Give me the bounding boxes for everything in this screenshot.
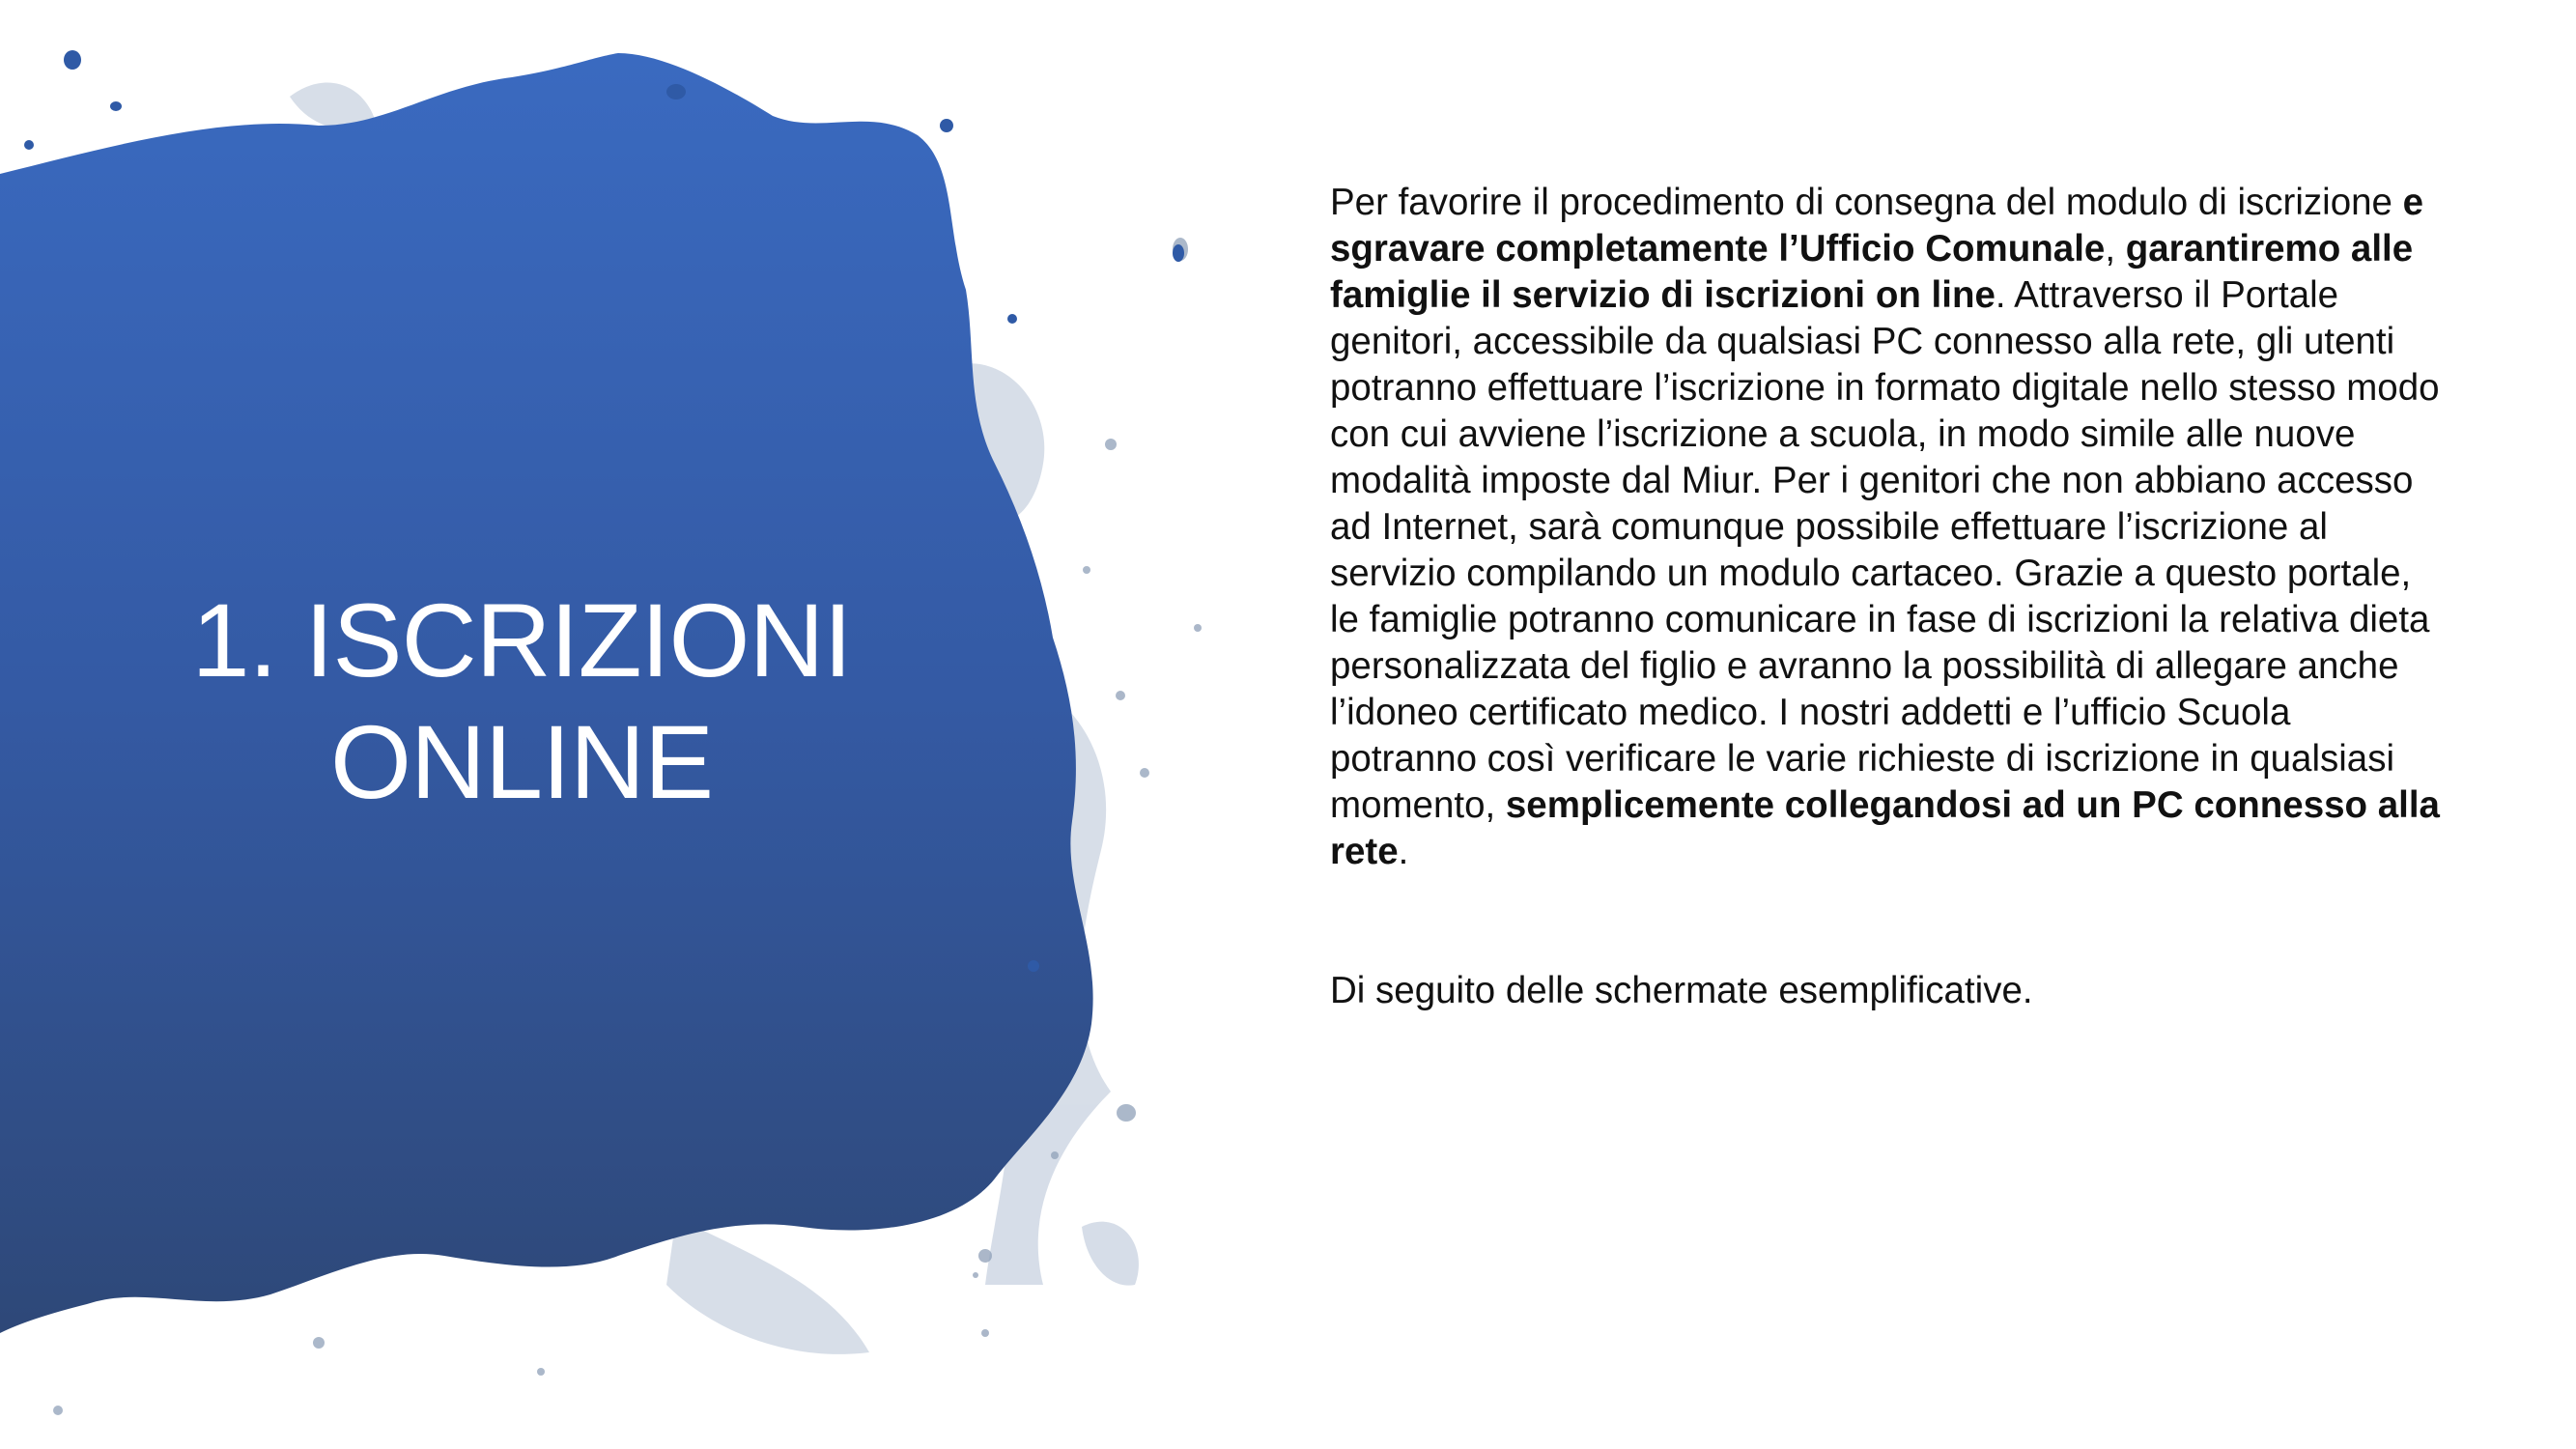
closing-note: Di seguito delle schermate esemplificative. <box>1330 970 2033 1011</box>
slide-title-line-2: ONLINE <box>329 703 714 820</box>
text-run: , <box>2105 228 2126 270</box>
slide-title-line-1: 1. ISCRIZIONI <box>191 582 852 698</box>
body-paragraph <box>1330 180 2441 875</box>
body-text-box <box>1330 180 2441 1014</box>
text-run: Per favorire il procedimento di consegna del modulo di iscrizione <box>1330 182 2403 223</box>
bold-text-run: e sgravare completamente l’Ufficio Comunale <box>1330 182 2424 270</box>
slide-title <box>77 580 966 823</box>
text-run: . <box>1398 831 1409 872</box>
bold-text-run: semplicemente collegandosi ad un PC connesso alla rete <box>1330 784 2440 872</box>
text-run: . Attraverso il Portale genitori, accessibile da qualsiasi PC connesso alla rete, gli utenti potranno effettuare l’iscrizione in formato digitale nello stesso modo con cui avviene l’iscrizione a scuola, in modo simile alle nuove modalità imposte dal Miur. Per i genitori che non abbiano accesso ad Internet, sarà comunque possibile effettuare l’iscrizione al servizio compilando un modulo cartaceo. Grazie a questo portale, le famiglie potranno comunicare in fase di iscrizioni la relativa dieta personalizzata del figlio e avranno la possibilità di allegare anche l’idoneo certificato medico. I nostri addetti e l’ufficio Scuola potranno così verificare le varie richieste di iscrizione in qualsiasi momento, <box>1330 274 2440 826</box>
bold-text-run: garantiremo alle famiglie il servizio di iscrizioni on line <box>1330 228 2414 316</box>
